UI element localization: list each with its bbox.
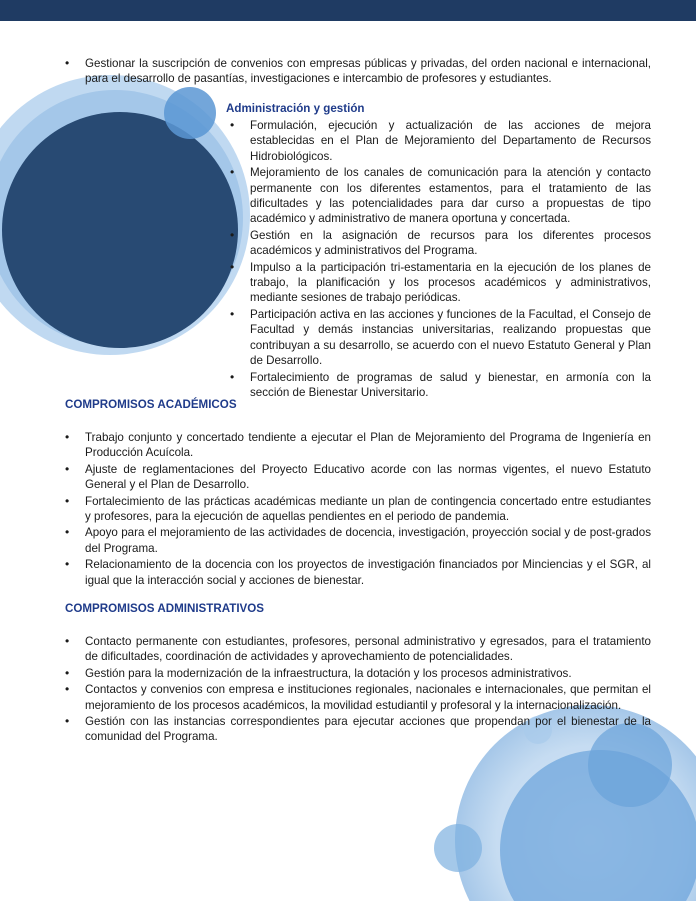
list-item: • Contacto permanente con estudiantes, profesores, personal administrativo y egresados, para el tratamiento de dificultades, coordinación de actividades y aprovechamiento de potencialidades. (85, 634, 651, 665)
list-item: • Gestión para la modernización de la infraestructura, la dotación y los procesos administrativos. (85, 666, 651, 681)
compromisos-administrativos-heading: COMPROMISOS ADMINISTRATIVOS (65, 602, 265, 615)
compromisos-administrativos-list (85, 634, 651, 746)
list-item: • Participación activa en las acciones y funciones de la Facultad, el Consejo de Facultad y demás instancias universitarias, realizando propuestas que contribuyan a su desarrollo, se acuerdo con el nuevo Estatuto General y Plan de Desarrollo. (250, 307, 651, 369)
list-item: • Mejoramiento de los canales de comunicación para la atención y contacto permanente con los diferentes estamentos, para el tratamiento de las dificultades y las potencialidades para dar curso a propuestas de tipo académico y administrativo de manera oportuna y concertada. (250, 165, 651, 227)
list-item: • Gestionar la suscripción de convenios con empresas públicas y privadas, del orden nacional e internacional, para el desarrollo de pasantías, investigaciones e intercambio de profesores y estudiantes. (85, 56, 651, 87)
list-item: • Gestión en la asignación de recursos para los diferentes procesos académicos y administrativos del Programa. (250, 228, 651, 259)
compromisos-academicos-heading: COMPROMISOS ACADÉMICOS (65, 398, 237, 411)
admin-gestion-list (250, 118, 651, 401)
admin-gestion-heading: Administración y gestión (226, 102, 365, 115)
list-item: • Fortalecimiento de programas de salud y bienestar, en armonía con la sección de Bienestar Universitario. (250, 370, 651, 401)
list-item: • Formulación, ejecución y actualización de las acciones de mejora establecidas en el Plan de Mejoramiento del Departamento de Recursos Hidrobiológicos. (250, 118, 651, 164)
compromisos-academicos-list (85, 430, 651, 589)
list-item: • Ajuste de reglamentaciones del Proyecto Educativo acorde con las normas vigentes, el nuevo Estatuto General y el Plan de Desarrollo. (85, 462, 651, 493)
list-item: • Trabajo conjunto y concertado tendiente a ejecutar el Plan de Mejoramiento del Programa de Ingeniería en Producción Acuícola. (85, 430, 651, 461)
list-item: • Fortalecimiento de las prácticas académicas mediante un plan de contingencia concertado entre estudiantes y profesores, para la ejecución de aquellas pendientes en el periodo de pandemia. (85, 494, 651, 525)
list-item: • Relacionamiento de la docencia con los proyectos de investigación financiados por Minciencias y el SGR, al igual que la interacción social y acciones de bienestar. (85, 557, 651, 588)
list-item: • Contactos y convenios con empresa e instituciones regionales, nacionales e internacionales, que permitan el mejoramiento de los procesos académicos, la movilidad estudiantil y profesoral y la internacionalización. (85, 682, 651, 713)
list-item: • Apoyo para el mejoramiento de las actividades de docencia, investigación, proyección social y de post-grados del Programa. (85, 525, 651, 556)
intro-list (85, 56, 651, 88)
list-item: • Impulso a la participación tri-estamentaria en la ejecución de los planes de trabajo, la planificación y los procesos académicos y administrativos, mediante sesiones de trabajo periódicas. (250, 260, 651, 306)
list-item: • Gestión con las instancias correspondientes para ejecutar acciones que propendan por el bienestar de la comunidad del Programa. (85, 714, 651, 745)
